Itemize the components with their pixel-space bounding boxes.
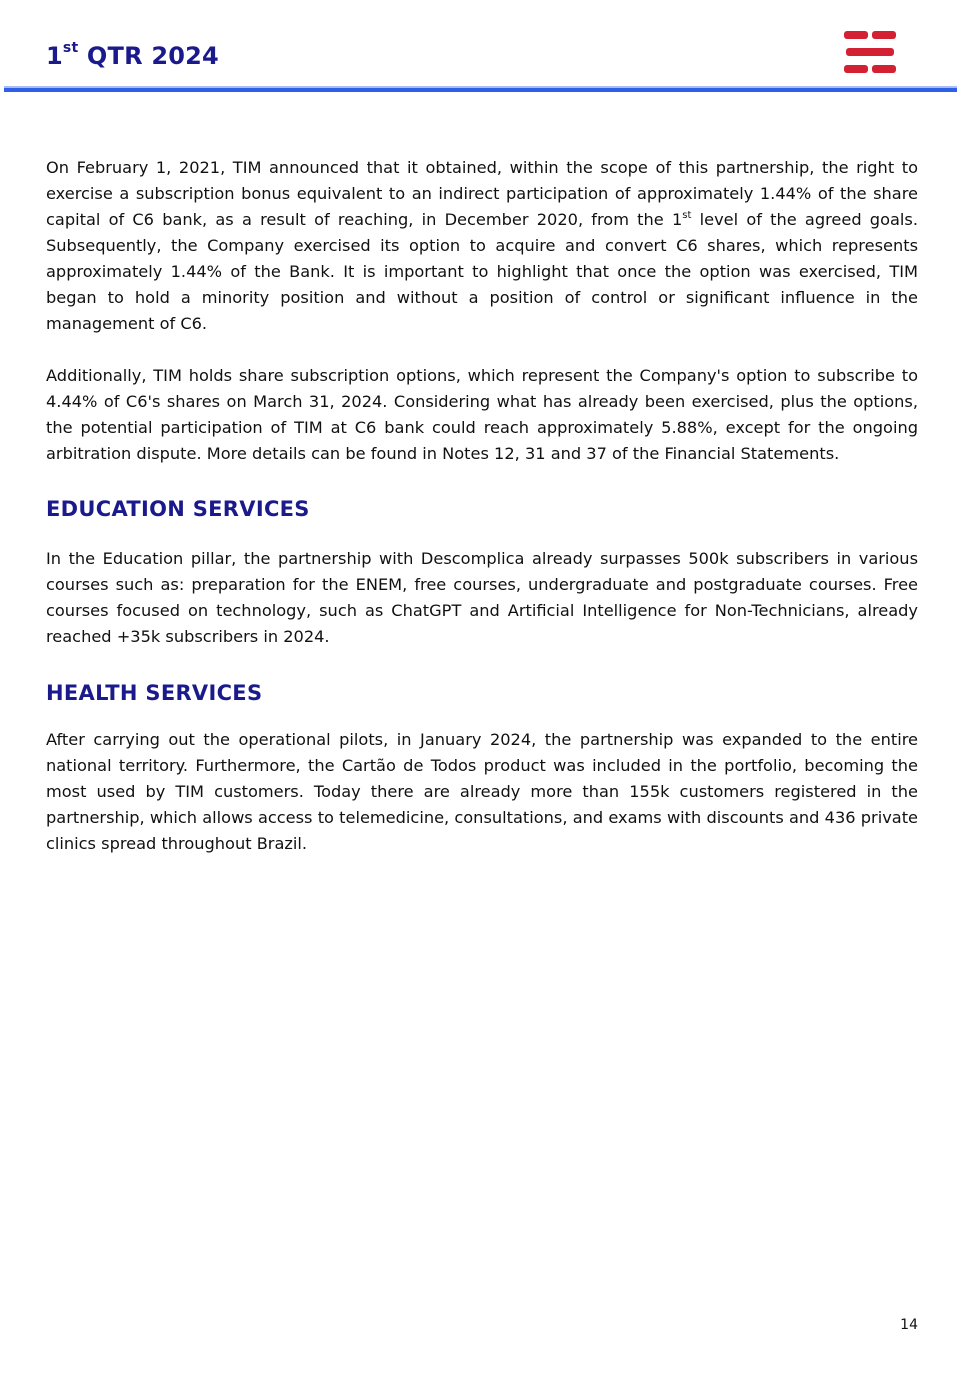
health-services-heading: HEALTH SERVICES — [46, 681, 263, 705]
page-content — [46, 155, 918, 857]
page-header — [0, 0, 970, 100]
health-services-text: After carrying out the operational pilots, in January 2024, the partnership was expanded to the entire national territory. Furthermore, the Cartão de Todos product was included in the portfolio, becoming the most used by TIM customers. Today there are already more than 155k customers registered in the partnership, which allows access to telemedicine, consultations, and exams with discounts and 436 private clinics spread throughout Brazil. — [46, 730, 918, 853]
paragraph-c6-subscription-bonus — [46, 155, 918, 337]
title-ordinal: 1 — [46, 42, 63, 70]
logo-bar-bottom-right — [872, 65, 896, 73]
page-number: 14 — [900, 1317, 918, 1333]
title-rest: QTR 2024 — [86, 42, 219, 70]
header-divider — [4, 88, 957, 92]
paragraph-1-part-1: On February 1, 2021, TIM announced that it obtained, within the scope of this partnership, the right to exercise a subscription bonus equivalent to an indirect participation of approximately 1.44% of the share capital of C6 bank, as a result of reaching, in December 2020, from the 1 — [46, 158, 918, 229]
education-services-text: In the Education pillar, the partnership with Descomplica already surpasses 500k subscribers in various courses such as: preparation for the ENEM, free courses, undergraduate and postgraduate courses. Free courses focused on technology, such as ChatGPT and Artificial Intelligence for Non-Technicians, already reached +35k subscribers in 2024. — [46, 549, 918, 646]
paragraph-c6-options: Additionally, TIM holds share subscription options, which represent the Company's option to subscribe to 4.44% of C6's shares on March 31, 2024. Considering what has already been exercised, plus the options, the potential participation of TIM at C6 bank could reach approximately 5.88%, except for the ongoing arbitration dispute. More details can be found in Notes 12, 31 and 37 of the Financial Statements. — [46, 366, 918, 463]
heading-spacer — [46, 521, 918, 546]
heading-spacer — [46, 705, 918, 727]
logo-bar-middle — [846, 48, 894, 56]
section-spacer — [46, 467, 918, 497]
paragraph-1-ordinal-suffix: st — [682, 209, 692, 221]
logo-bar-top-left — [844, 31, 868, 39]
logo-bar-bottom-left — [844, 65, 868, 73]
section-spacer — [46, 650, 918, 681]
education-services-heading: EDUCATION SERVICES — [46, 497, 310, 521]
tim-logo — [844, 30, 896, 74]
logo-bar-top-right — [872, 31, 896, 39]
paragraph-1-part-2: level of the agreed goals. Subsequently, the Company exercised its option to acquire and convert C6 shares, which represents approximately 1.44% of the Bank. It is important to highlight that once the option was exercised, TIM began to hold a minority position and without a position of control or significant influence in the management of C6. — [46, 210, 918, 333]
title-ordinal-suffix: st — [62, 40, 79, 56]
paragraph-spacer — [46, 337, 918, 363]
report-period-title — [46, 42, 219, 70]
